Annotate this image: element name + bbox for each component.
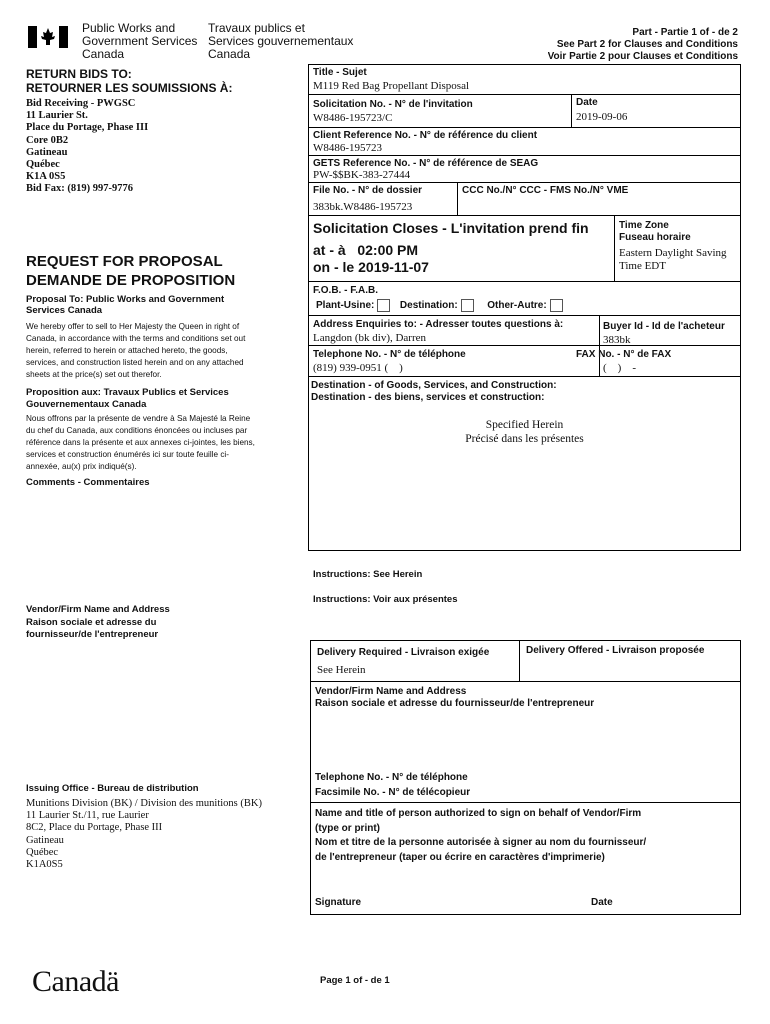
- destination-label: Destination:: [399, 300, 458, 312]
- address-enquiries-label: Address Enquiries to: - Adresser toutes questions à:: [313, 319, 564, 330]
- flag-logo: [28, 26, 68, 48]
- on-value: 2019-11-07: [358, 259, 429, 275]
- rfp-title-en: REQUEST FOR PROPOSAL: [26, 253, 223, 270]
- page-number: Page 1 of - de 1: [320, 975, 390, 986]
- vendor-telephone-label[interactable]: Telephone No. - N° de téléphone: [315, 772, 468, 783]
- address-line: Core 0B2: [26, 134, 69, 146]
- proposal-to-fr: Proposition aux: Travaux Publics et Services Gouvernementaux Canada: [26, 387, 229, 410]
- specified-herein-fr: Précisé dans les présentes: [465, 433, 584, 445]
- title-label: Title - Sujet: [313, 67, 367, 78]
- address-line: Québec: [26, 159, 60, 171]
- address-line: Munitions Division (BK) / Division des munitions (BK): [26, 798, 262, 809]
- instructions-en: Instructions: See Herein: [313, 569, 423, 580]
- client-ref-value: W8486-195723: [313, 142, 383, 154]
- dept-name-fr: Travaux publics et Services gouvernementaux Canada: [208, 21, 354, 61]
- destination-checkbox[interactable]: [461, 299, 474, 312]
- vendor-left-label: Vendor/Firm Name and Address Raison sociale et adresse du fournisseur/de l'entrepreneur: [26, 604, 170, 640]
- signature-date-label[interactable]: Date: [591, 897, 613, 908]
- buyer-id-label: Buyer Id - Id de l'acheteur: [603, 321, 725, 332]
- closing-date: [313, 259, 429, 275]
- canada-wordmark: Canadä: [32, 965, 119, 998]
- part-label: Part - Partie 1 of - de 2: [632, 27, 738, 38]
- other-label: Other-Autre:: [487, 300, 547, 312]
- vendor-facsimile-label[interactable]: Facsimile No. - N° de télécopieur: [315, 787, 471, 798]
- closing-time: [313, 242, 418, 258]
- proposal-body-en: We hereby offer to sell to Her Majesty the Queen in right of Canada, in accordance with the terms and conditions set out herein, referred to herein or attached hereto, the goods, services, and construction listed herein and on any attached sheets at the price(s) set out therefor.: [26, 322, 246, 380]
- client-ref-label: Client Reference No. - N° de référence du client: [313, 130, 538, 141]
- dept-name-en: Public Works and Government Services Canada: [82, 21, 198, 61]
- signature-label[interactable]: Signature: [315, 897, 362, 908]
- solicitation-label: Solicitation No. - N° de l'invitation: [313, 99, 473, 110]
- instructions-fr: Instructions: Voir aux présentes: [313, 594, 458, 605]
- closes-label: Solicitation Closes - L'invitation prend fin: [313, 220, 589, 236]
- other-checkbox[interactable]: [550, 299, 563, 312]
- gets-ref-value: PW-$$BK-383-27444: [313, 169, 411, 181]
- issuing-office-label: Issuing Office - Bureau de distribution: [26, 783, 199, 794]
- address-line: Bid Fax: (819) 997-9776: [26, 183, 134, 195]
- return-bids-heading-en: RETURN BIDS TO:: [26, 67, 132, 81]
- address-enquiries-value: Langdon (bk div), Darren: [313, 332, 427, 344]
- rfp-title-fr: DEMANDE DE PROPOSITION: [26, 272, 236, 289]
- plant-checkbox[interactable]: [377, 299, 390, 312]
- file-no-label: File No. - N° de dossier: [313, 185, 423, 196]
- fax-label: FAX No. - N° de FAX: [576, 349, 672, 360]
- plant-label: Plant-Usine:: [316, 300, 375, 312]
- return-bids-address: [26, 98, 148, 196]
- at-label: at - à: [313, 242, 346, 258]
- file-no-value: 383bk.W8486-195723: [313, 201, 413, 213]
- authorized-person-label[interactable]: Name and title of person authorized to sign on behalf of Vendor/Firm (type or print) Nom et titre de la personne autorisée à signer au nom du fournisseur/ de l'entrepreneur (taper ou écrire en caractères d'imprimerie): [315, 808, 647, 863]
- timezone-label-fr: Fuseau horaire: [619, 232, 691, 243]
- gets-ref-label: GETS Reference No. - N° de référence de SEAG: [313, 158, 539, 169]
- comments-label: Comments - Commentaires: [26, 477, 150, 488]
- title-value: M119 Red Bag Propellant Disposal: [313, 80, 470, 92]
- address-line: Québec: [26, 846, 59, 858]
- timezone-value: Eastern Daylight Saving Time EDT: [619, 247, 727, 272]
- return-bids-heading-fr: RETOURNER LES SOUMISSIONS À:: [26, 81, 233, 95]
- phone-value: (819) 939-0951 ( ): [313, 362, 403, 374]
- at-value: 02:00 PM: [357, 242, 419, 258]
- address-line: Place du Portage, Phase III: [26, 122, 149, 134]
- address-line: K1A0S5: [26, 859, 63, 871]
- address-line: K1A 0S5: [26, 171, 66, 183]
- delivery-offered-label: Delivery Offered - Livraison proposée: [526, 645, 705, 656]
- date-value: 2019-09-06: [576, 111, 628, 123]
- destination-goods-en: Destination - of Goods, Services, and Construction:: [311, 380, 557, 391]
- buyer-id-value: 383bk: [603, 334, 631, 345]
- address-line: Gatineau: [26, 834, 64, 846]
- delivery-required-label: Delivery Required - Livraison exigée: [317, 647, 490, 658]
- specified-herein-en: Specified Herein: [485, 419, 564, 431]
- proposal-body-fr: Nous offrons par la présente de vendre à Sa Majesté la Reine du chef du Canada, aux conditions énoncées ou incluses par référence dans la présente et aux annexes ci-jointes, les biens, services et construction énumérés ici sur toute feuille ci-annexée, au(x) prix indiqué(s).: [26, 414, 255, 472]
- phone-label: Telephone No. - N° de téléphone: [313, 349, 466, 360]
- destination-goods-fr: Destination - des biens, services et construction:: [311, 392, 545, 403]
- proposal-to-en: Proposal To: Public Works and Government Services Canada: [26, 294, 225, 316]
- fob-options: [316, 299, 563, 312]
- timezone-label-en: Time Zone: [619, 220, 669, 231]
- address-line: Gatineau: [26, 146, 68, 158]
- address-line: Bid Receiving - PWGSC: [26, 98, 136, 109]
- delivery-required-value: See Herein: [317, 664, 366, 676]
- fob-label: F.O.B. - F.A.B.: [313, 285, 378, 296]
- address-line: 11 Laurier St.: [26, 110, 88, 122]
- ccc-label: CCC No./N° CCC - FMS No./N° VME: [462, 185, 629, 196]
- see-part-fr: Voir Partie 2 pour Clauses et Conditions: [547, 51, 738, 62]
- see-part-en: See Part 2 for Clauses and Conditions: [556, 39, 738, 50]
- issuing-office-address: [26, 798, 262, 871]
- on-label: on - le: [313, 259, 355, 275]
- address-line: 11 Laurier St./11, rue Laurier: [26, 810, 149, 822]
- solicitation-value: W8486-195723/C: [313, 112, 393, 124]
- address-line: 8C2, Place du Portage, Phase III: [26, 822, 163, 834]
- fax-value: ( ) -: [603, 362, 636, 374]
- vendor-name-address-label[interactable]: Vendor/Firm Name and Address Raison sociale et adresse du fournisseur/de l'entrepreneur: [315, 686, 595, 709]
- date-label: Date: [576, 97, 598, 108]
